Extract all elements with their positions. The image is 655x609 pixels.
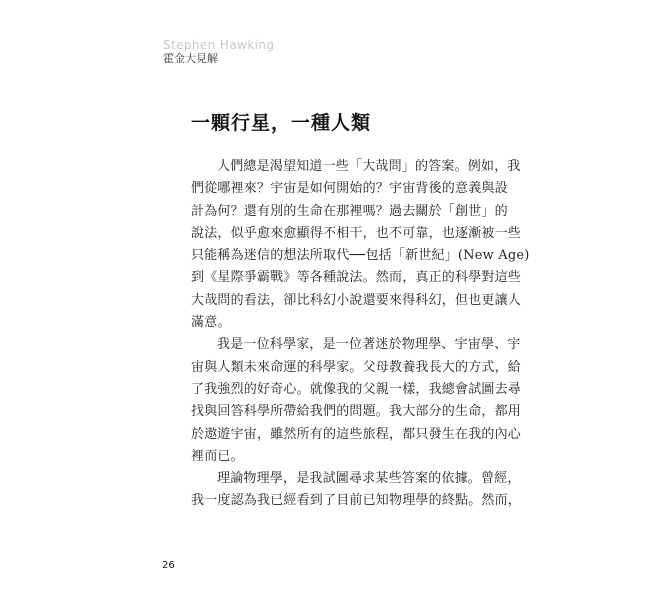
text-line: 宙與人類未來命運的科學家。父母教養我長大的方式，給: [191, 359, 522, 375]
text-line: 找與回答科學所帶給我們的問題。我大部分的生命，都用: [191, 404, 522, 420]
text-line: 人們總是渴望知道一些「大哉問」的答案。例如，我: [217, 159, 521, 174]
text-line: 了我強烈的好奇心。就像我的父親一樣，我總會試圖去尋: [191, 381, 522, 397]
header-english-title: Stephen Hawking: [163, 38, 275, 52]
paragraph-2: [191, 334, 522, 468]
running-header: [163, 38, 274, 65]
text-line: 們從哪裡來？宇宙是如何開始的？宇宙背後的意義與設: [191, 181, 508, 197]
text-line: 滿意。: [191, 315, 231, 331]
chapter-title: 一顆行星，一種人類: [191, 112, 372, 134]
text-line: 到《星際爭霸戰》等各種說法。然而，真正的科學對這些: [191, 270, 522, 286]
text-line: 於遨遊宇宙，雖然所有的這些旅程，都只發生在我的內心: [191, 426, 522, 442]
text-line: 裡而已。: [191, 448, 244, 464]
text-line: 只能稱為迷信的想法所取代──包括「新世紀」(New Age): [191, 248, 530, 264]
paragraph-3: [191, 468, 522, 513]
page-number: 26: [162, 560, 175, 571]
header-chinese-title: 霍金大見解: [163, 52, 218, 65]
paragraph-1: [191, 156, 530, 334]
text-line: 說法，似乎愈來愈顯得不相干，也不可靠，也逐漸被一些: [191, 225, 522, 241]
text-line: 理論物理學，是我試圖尋求某些答案的依據。曾經，: [217, 471, 521, 487]
text-line: 計為何？還有別的生命在那裡嗎？過去關於「創世」的: [191, 203, 508, 219]
text-line: 大哉問的看法，卻比科幻小說還要來得科幻，但也更讓人: [191, 292, 522, 308]
text-line: 我是一位科學家，是一位著迷於物理學、宇宙學、宇: [217, 337, 521, 353]
text-line: 我一度認為我已經看到了目前已知物理學的終點。然而，: [191, 493, 522, 509]
body-text: [191, 156, 530, 513]
